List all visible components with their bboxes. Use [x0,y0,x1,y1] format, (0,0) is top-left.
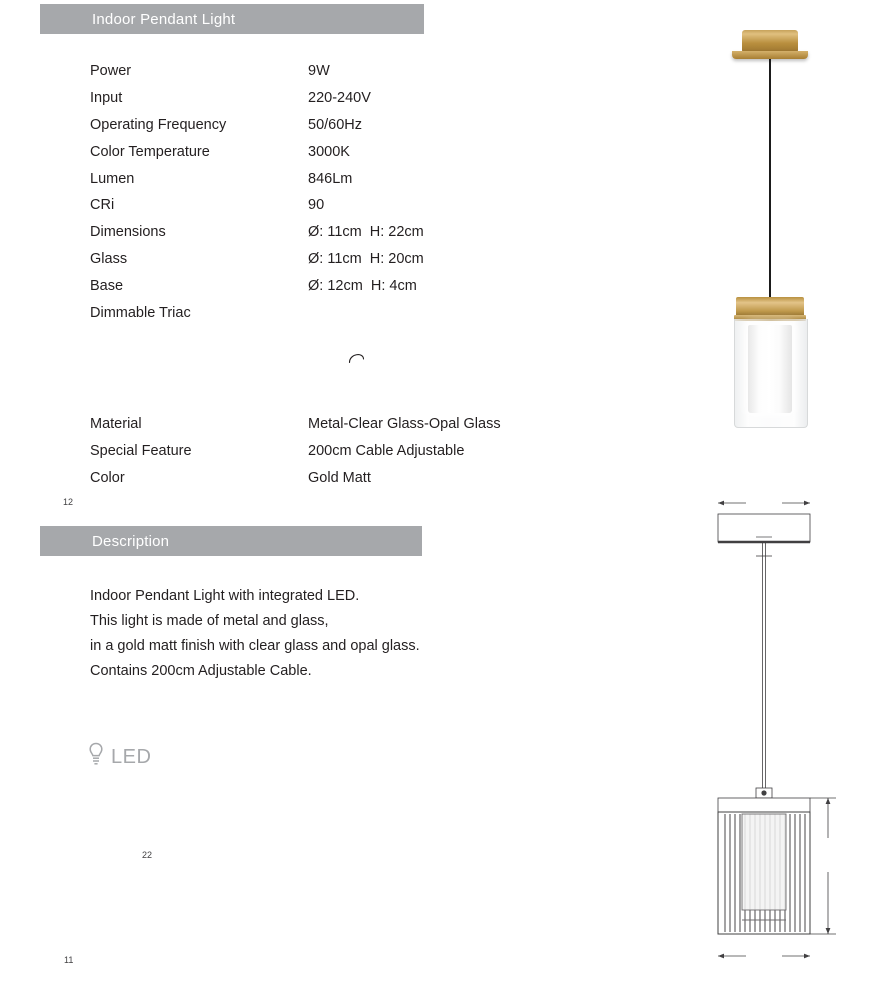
spec-value: Gold Matt [308,470,371,487]
dimension-label-bottom: 11 [64,955,74,965]
table-row [90,64,650,91]
spec-value-icon [308,306,650,417]
dimension-label-height: 22 [142,850,153,860]
spec-label: Dimensions [90,224,166,241]
spec-label: Base [90,278,124,295]
spec-value: 9W [308,63,330,79]
photo-cable [769,59,771,297]
description-line: Indoor Pendant Light with integrated LED. [90,588,360,604]
spec-label: Material [90,416,142,433]
table-row [90,118,650,145]
spec-value: 200cm Cable Adjustable [308,443,465,460]
photo-opal-glass [748,325,792,413]
spec-label: CRi [90,197,115,214]
spec-value: Metal-Clear Glass-Opal Glass [308,416,501,433]
table-row [90,279,650,306]
photo-collar [736,297,804,317]
table-row [90,471,650,498]
description-line: in a gold matt finish with clear glass and opal glass. [90,638,420,654]
spec-label: Power [90,63,132,79]
spec-value: Ø: 11cm H: 22cm [308,224,424,241]
indoor-pendant-light-photo [690,16,870,436]
photo-canopy-plate [732,51,808,59]
description-text [90,584,610,684]
specs-table [90,64,650,498]
table-row [90,145,650,172]
table-row [90,252,650,279]
specs-section-header [40,4,424,34]
table-row [90,172,650,199]
table-row [90,306,650,417]
table-row [90,225,650,252]
table-row [90,417,650,444]
description-section-title: Description [92,532,170,550]
spec-value: Ø: 11cm H: 20cm [308,251,424,268]
led-badge [88,742,151,773]
description-section-header [40,526,422,556]
spec-label: Dimmable Triac [90,305,191,322]
dimension-label-top: 12 [63,497,74,507]
spec-label: Input [90,89,123,106]
spec-label: Operating Frequency [90,116,227,133]
table-row [90,198,650,225]
spec-value: 50/60Hz [308,116,363,133]
spec-label: Color [90,470,125,487]
led-bulb-icon [88,742,104,773]
spec-value: 846Lm [308,170,353,187]
spec-label: Glass [90,251,128,268]
spec-value: 90 [308,197,325,214]
dimmer-curve-icon [348,321,366,335]
description-line: This light is made of metal and glass, [90,613,329,629]
photo-canopy-top [742,30,798,52]
spec-label: Special Feature [90,443,192,460]
specs-section-title: Indoor Pendant Light [92,10,236,28]
spec-value: Ø: 12cm H: 4cm [308,278,417,295]
spec-value: 220-240V [308,89,371,106]
spec-label: Color Temperature [90,143,210,160]
led-badge-label: LED [111,746,152,768]
description-line: Contains 200cm Adjustable Cable. [90,663,312,679]
table-row [90,91,650,118]
spec-label: Lumen [90,170,135,187]
table-row [90,444,650,471]
pendant-light-dimension-drawing [690,490,870,990]
spec-value: 3000K [308,143,350,160]
